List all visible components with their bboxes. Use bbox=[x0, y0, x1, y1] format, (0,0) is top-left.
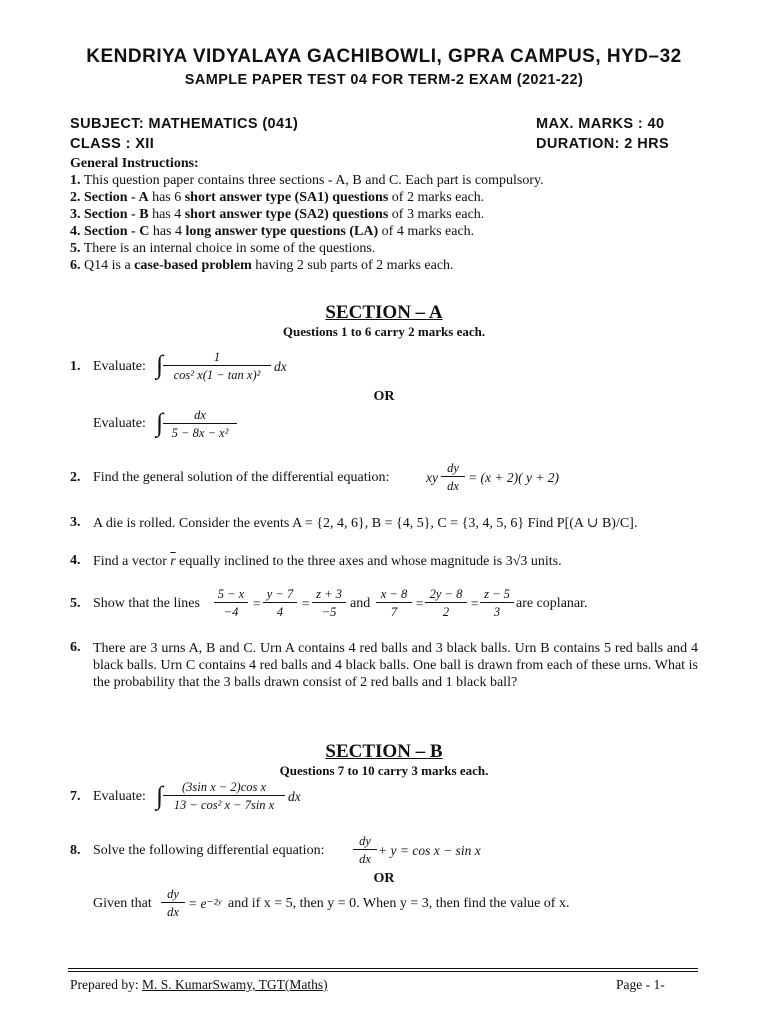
or-label: OR bbox=[373, 389, 395, 404]
question-number: 4. bbox=[70, 553, 81, 568]
instruction-item: 1. This question paper contains three sections - A, B and C. Each part is compulsory. bbox=[70, 173, 544, 188]
instruction-item: 2. Section - A has 6 short answer type (SA1) questions of 2 marks each. bbox=[70, 190, 485, 205]
line1-frac: $\frac{y - 7}{4}$ bbox=[263, 587, 297, 619]
footer-rule bbox=[68, 971, 698, 972]
q8-alt-derivative: $\frac{dy}{dx}$ bbox=[161, 887, 185, 919]
max-marks-label: MAX. MARKS : 40 bbox=[536, 116, 665, 132]
section-b-subtitle: Questions 7 to 10 carry 3 marks each. bbox=[279, 763, 489, 778]
question-text: A die is rolled. Consider the events A = {2, 4, 6}, B = {4, 5}, C = {3, 4, 5, 6} Find P[(A ∪ B)/C]. bbox=[93, 516, 638, 531]
equals: = bbox=[252, 596, 262, 611]
line2-frac: $\frac{2y - 8}{2}$ bbox=[425, 587, 467, 619]
page-number: Page - 1- bbox=[616, 977, 665, 992]
differential: dx bbox=[274, 359, 287, 374]
line1-frac: $\frac{5 - x}{-4}$ bbox=[214, 587, 248, 619]
equals: = bbox=[301, 596, 311, 611]
instruction-item: 4. Section - C has 4 long answer type questions (LA) of 4 marks each. bbox=[70, 224, 475, 239]
q7-fraction: $\frac{\text{(3sin x − 2)cos x}}{\text{13 − cos² x − 7sin x}}$ bbox=[163, 780, 285, 812]
duration-label: DURATION: 2 HRS bbox=[536, 136, 670, 152]
footer-prepared: Prepared by: M. S. KumarSwamy, TGT(Maths) bbox=[70, 977, 328, 992]
line1-frac: $\frac{z + 3}{-5}$ bbox=[312, 587, 346, 619]
school-title: KENDRIYA VIDYALAYA GACHIBOWLI, GPRA CAMPUS, HYD–32 bbox=[86, 46, 682, 67]
integral-sign: ∫ bbox=[156, 408, 164, 437]
question-number: 5. bbox=[70, 596, 81, 611]
instruction-item: 6. Q14 is a case-based problem having 2 sub parts of 2 marks each. bbox=[70, 258, 454, 273]
question-text: Given that bbox=[93, 896, 152, 911]
or-label: OR bbox=[373, 871, 395, 886]
subject-label: SUBJECT: MATHEMATICS (041) bbox=[70, 116, 299, 132]
line2-frac: $\frac{z - 5}{3}$ bbox=[480, 587, 514, 619]
integral-sign: ∫ bbox=[156, 350, 164, 379]
vector-r: $\overline{r}$ bbox=[170, 553, 176, 568]
and-label: and bbox=[350, 596, 371, 611]
q8-alt-eq: = e⁻²ʸ bbox=[188, 896, 222, 911]
q1-alt-fraction: $\frac{dx}{\text{5 − 8x − x²}}$ bbox=[163, 408, 237, 440]
question-number: 2. bbox=[70, 470, 81, 485]
evaluate-label: Evaluate: bbox=[93, 359, 146, 374]
question-number: 3. bbox=[70, 515, 81, 530]
question-number: 6. bbox=[70, 640, 81, 655]
footer-rule bbox=[68, 968, 698, 969]
footer-author: M. S. KumarSwamy, TGT(Maths) bbox=[141, 977, 328, 992]
instructions-heading: General Instructions: bbox=[70, 156, 199, 171]
question-text: are coplanar. bbox=[516, 596, 588, 611]
q8-derivative: $\frac{dy}{dx}$ bbox=[353, 834, 377, 866]
question-text: Find the general solution of the differential equation: bbox=[93, 470, 390, 485]
class-label: CLASS : XII bbox=[70, 136, 155, 152]
question-text: There are 3 urns A, B and C. Urn A contains 4 red balls and 3 black balls. Urn B contains 5 red balls and 4 black balls. Urn C contains 4 red balls and 4 black balls. One ball is drawn from each of these urns. What is the probability that the 3 balls drawn consist of 2 red balls and 1 black ball? bbox=[93, 641, 698, 690]
section-a-subtitle: Questions 1 to 6 carry 2 marks each. bbox=[282, 324, 486, 339]
q2-derivative: $\frac{dy}{dx}$ bbox=[441, 461, 465, 493]
evaluate-label: Evaluate: bbox=[93, 789, 146, 804]
integral-sign: ∫ bbox=[156, 781, 164, 810]
question-number: 1. bbox=[70, 359, 81, 374]
instruction-item: 3. Section - B has 4 short answer type (SA2) questions of 3 marks each. bbox=[70, 207, 485, 222]
line2-frac: $\frac{x - 8}{7}$ bbox=[376, 587, 412, 619]
section-a-title: SECTION – A bbox=[325, 302, 443, 323]
question-number: 8. bbox=[70, 843, 81, 858]
q1-fraction: $\frac{1}{\text{cos² x(1 − tan x)²}}$ bbox=[163, 350, 271, 382]
question-text: Show that the lines bbox=[93, 596, 200, 611]
question-text: and if x = 5, then y = 0. When y = 3, then find the value of x. bbox=[228, 896, 570, 911]
equals: = bbox=[470, 596, 480, 611]
evaluate-label: Evaluate: bbox=[93, 416, 146, 431]
differential: dx bbox=[288, 789, 301, 804]
q8-rhs: + y = cos x − sin x bbox=[378, 843, 481, 858]
instruction-item: 5. There is an internal choice in some of the questions. bbox=[70, 241, 376, 256]
question-number: 7. bbox=[70, 789, 81, 804]
section-b-title: SECTION – B bbox=[325, 741, 443, 762]
q2-lhs: xy bbox=[426, 470, 438, 485]
q2-rhs: = (x + 2)( y + 2) bbox=[468, 470, 560, 485]
paper-title: SAMPLE PAPER TEST 04 FOR TERM-2 EXAM (2021-22) bbox=[184, 72, 584, 88]
question-text: Find a vector $\overline{r}$ equally inclined to the three axes and whose magnitude is 3√3 units. bbox=[93, 553, 562, 569]
equals: = bbox=[415, 596, 425, 611]
question-text: Solve the following differential equation: bbox=[93, 843, 325, 858]
